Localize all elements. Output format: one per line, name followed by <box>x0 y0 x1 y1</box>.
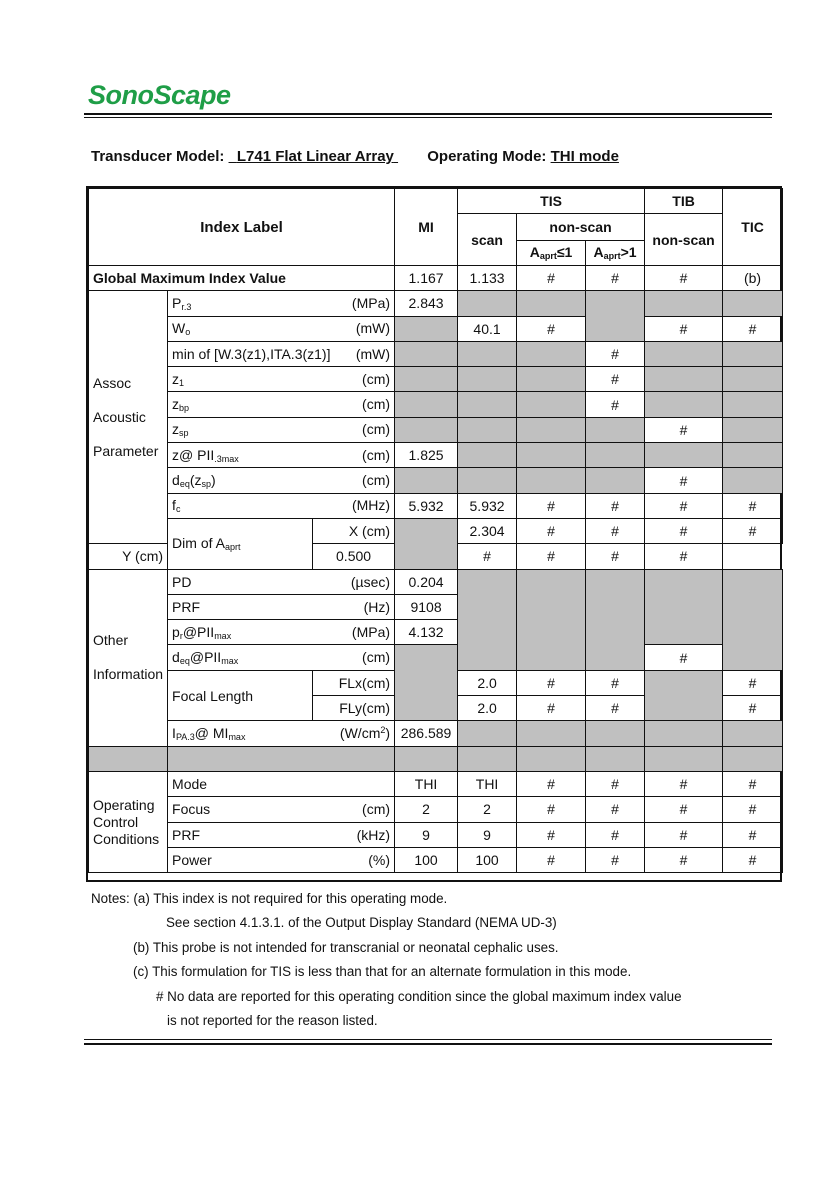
param-label: Mode <box>168 771 395 796</box>
unit-cell: X (cm) <box>313 518 395 543</box>
param-row <box>89 291 783 316</box>
param-row <box>89 341 783 366</box>
value-cell: # <box>517 847 586 872</box>
value-cell: 2 <box>458 797 517 822</box>
value-cell: # <box>586 847 645 872</box>
value-cell: 40.1 <box>458 316 517 341</box>
param-label: Dim of $A_{aprt}$ <box>168 518 313 569</box>
param-label: $P_{r.3}$ (MPa) <box>168 291 395 316</box>
value-cell: # <box>723 771 783 796</box>
value-cell: # <box>586 797 645 822</box>
transducer-value: L741 Flat Linear Array <box>236 148 394 165</box>
param-label: $I_{PA.3}@$ $MI_{max}$ $(W/cm^2)$ <box>168 721 395 746</box>
note-hash-detail: is not reported for the reason listed. <box>167 1013 378 1029</box>
value-cell: 5.932 <box>458 493 517 518</box>
header-rule-thick <box>84 113 772 115</box>
value-cell: # <box>645 493 723 518</box>
mi-header: MI <box>395 189 458 266</box>
value-cell: # <box>517 822 586 847</box>
value-cell: # <box>723 493 783 518</box>
param-label: $d_{eq}(z_{sp})$ (cm) <box>168 468 395 493</box>
param-row <box>89 392 783 417</box>
param-label: Focal Length <box>168 670 313 721</box>
scan-header: scan <box>458 214 517 266</box>
value-cell: # <box>517 797 586 822</box>
value-cell: # <box>586 518 645 543</box>
note-c: (c) This formulation for TIS is less than that for an alternate formulation in this mode. <box>133 964 632 980</box>
param-row <box>89 569 783 594</box>
value-cell: # <box>645 316 723 341</box>
param-label: $W_o$ (mW) <box>168 316 395 341</box>
value-cell: # <box>586 696 645 721</box>
param-row <box>89 468 783 493</box>
value-cell: # <box>645 771 723 796</box>
value-cell: 4.132 <box>395 620 458 645</box>
separator-row <box>89 746 783 771</box>
document-title <box>91 148 619 165</box>
value-cell: # <box>645 544 723 569</box>
operating-group-label: Operating Control Conditions <box>89 771 168 872</box>
global-mi: 1.167 <box>395 266 458 291</box>
value-cell: 2.0 <box>458 696 517 721</box>
value-cell: # <box>723 847 783 872</box>
value-cell: # <box>586 822 645 847</box>
footer-rule-thin <box>84 1039 772 1040</box>
note-b: (b) This probe is not intended for transcranial or neonatal cephalic uses. <box>133 939 559 955</box>
value-cell: 0.204 <box>395 569 458 594</box>
operating-row <box>89 822 783 847</box>
tib-non-scan-header: non-scan <box>645 214 723 266</box>
param-label: $z_{bp}$ (cm) <box>168 392 395 417</box>
other-information-group-label: Other Information <box>89 569 168 746</box>
value-cell: # <box>517 493 586 518</box>
param-label: $z_1$ (cm) <box>168 367 395 392</box>
param-row <box>89 721 783 746</box>
note-a-detail: See section 4.1.3.1. of the Output Display Standard (NEMA UD-3) <box>166 915 557 931</box>
value-cell: # <box>586 771 645 796</box>
assoc-acoustic-group-label: Assoc Acoustic Parameter <box>89 291 168 544</box>
param-row <box>89 493 783 518</box>
value-cell: 5.932 <box>395 493 458 518</box>
value-cell: # <box>723 822 783 847</box>
value-cell: # <box>586 367 645 392</box>
unit-cell: FLx(cm) <box>313 670 395 695</box>
value-cell: # <box>723 696 783 721</box>
value-cell: # <box>645 417 723 442</box>
value-cell: THI <box>395 771 458 796</box>
value-cell: # <box>586 544 645 569</box>
unit-cell: FLy(cm) <box>313 696 395 721</box>
mode-label: Operating Mode: <box>427 148 547 165</box>
param-label: PRF (kHz) <box>168 822 395 847</box>
param-row <box>89 316 783 341</box>
global-tic: (b) <box>723 266 783 291</box>
param-label: min of [W.3(z1),ITA.3(z1)] (mW) <box>168 341 395 366</box>
param-row <box>89 645 783 670</box>
note-a: Notes: (a) This index is not required for this operating mode. <box>91 891 448 906</box>
value-cell: 2 <box>395 797 458 822</box>
tis-header: TIS <box>458 189 645 214</box>
transducer-label: Transducer Model: <box>91 148 225 165</box>
value-cell: THI <box>458 771 517 796</box>
value-cell: # <box>458 544 517 569</box>
value-cell: # <box>517 670 586 695</box>
operating-row <box>89 771 783 796</box>
operating-row <box>89 847 783 872</box>
footer-rule-thick <box>84 1043 772 1045</box>
value-cell: # <box>517 544 586 569</box>
value-cell: # <box>645 645 723 670</box>
value-cell: 2.843 <box>395 291 458 316</box>
value-cell: 0.500 <box>313 544 395 569</box>
value-cell: # <box>586 670 645 695</box>
value-cell: # <box>645 797 723 822</box>
value-cell: 9 <box>458 822 517 847</box>
mode-value: THI mode <box>550 148 619 165</box>
global-aprt-le1: # <box>517 266 586 291</box>
tic-header: TIC <box>723 189 783 266</box>
value-cell: # <box>723 670 783 695</box>
value-cell: # <box>586 341 645 366</box>
value-cell: # <box>645 518 723 543</box>
value-cell: # <box>586 493 645 518</box>
param-label: $f_c$ (MHz) <box>168 493 395 518</box>
global-scan: 1.133 <box>458 266 517 291</box>
value-cell: # <box>645 847 723 872</box>
param-row <box>89 367 783 392</box>
value-cell: 2.304 <box>458 518 517 543</box>
aprt-le1-header: $A_{aprt}\le 1$ <box>517 240 586 265</box>
value-cell: 1.825 <box>395 443 458 468</box>
value-cell: 286.589 <box>395 721 458 746</box>
header-rule-thin <box>84 117 772 118</box>
param-label: PRF (Hz) <box>168 594 395 619</box>
param-label: $d_{eq}@PII_{max}$ (cm) <box>168 645 395 670</box>
global-max-label: Global Maximum Index Value <box>89 266 395 291</box>
index-label-header: Index Label <box>89 189 395 266</box>
param-label: $z_{sp}$ (cm) <box>168 417 395 442</box>
value-cell: # <box>517 518 586 543</box>
aprt-gt1-header: $A_{aprt}>1$ <box>586 240 645 265</box>
global-tib: # <box>645 266 723 291</box>
param-row <box>89 417 783 442</box>
sonoscape-logo: SonoScape <box>88 80 231 110</box>
param-row <box>89 518 783 543</box>
value-cell: 100 <box>395 847 458 872</box>
value-cell: # <box>723 518 783 543</box>
note-hash: # No data are reported for this operating condition since the global maximum index value <box>156 988 682 1004</box>
operating-row <box>89 797 783 822</box>
notes-section <box>91 887 682 1033</box>
value-cell: 2.0 <box>458 670 517 695</box>
param-label: z@ $PII_{.3max}$ (cm) <box>168 443 395 468</box>
param-label: $p_r@PII_{max}$ (MPa) <box>168 620 395 645</box>
value-cell: # <box>517 316 586 341</box>
param-row <box>89 443 783 468</box>
header-row-1 <box>89 189 783 214</box>
acoustic-output-table <box>88 188 783 873</box>
tib-header: TIB <box>645 189 723 214</box>
value-cell: 100 <box>458 847 517 872</box>
value-cell: # <box>645 822 723 847</box>
global-max-row <box>89 266 783 291</box>
value-cell: 9108 <box>395 594 458 619</box>
unit-cell: Y (cm) <box>89 544 168 569</box>
value-cell: # <box>723 316 783 341</box>
global-aprt-gt1: # <box>586 266 645 291</box>
value-cell: 9 <box>395 822 458 847</box>
param-label: Power (%) <box>168 847 395 872</box>
non-scan-header: non-scan <box>517 214 645 240</box>
param-label: PD (µsec) <box>168 569 395 594</box>
value-cell: # <box>517 696 586 721</box>
value-cell: # <box>586 392 645 417</box>
value-cell: # <box>517 771 586 796</box>
value-cell: # <box>723 797 783 822</box>
value-cell: # <box>645 468 723 493</box>
param-label: Focus (cm) <box>168 797 395 822</box>
